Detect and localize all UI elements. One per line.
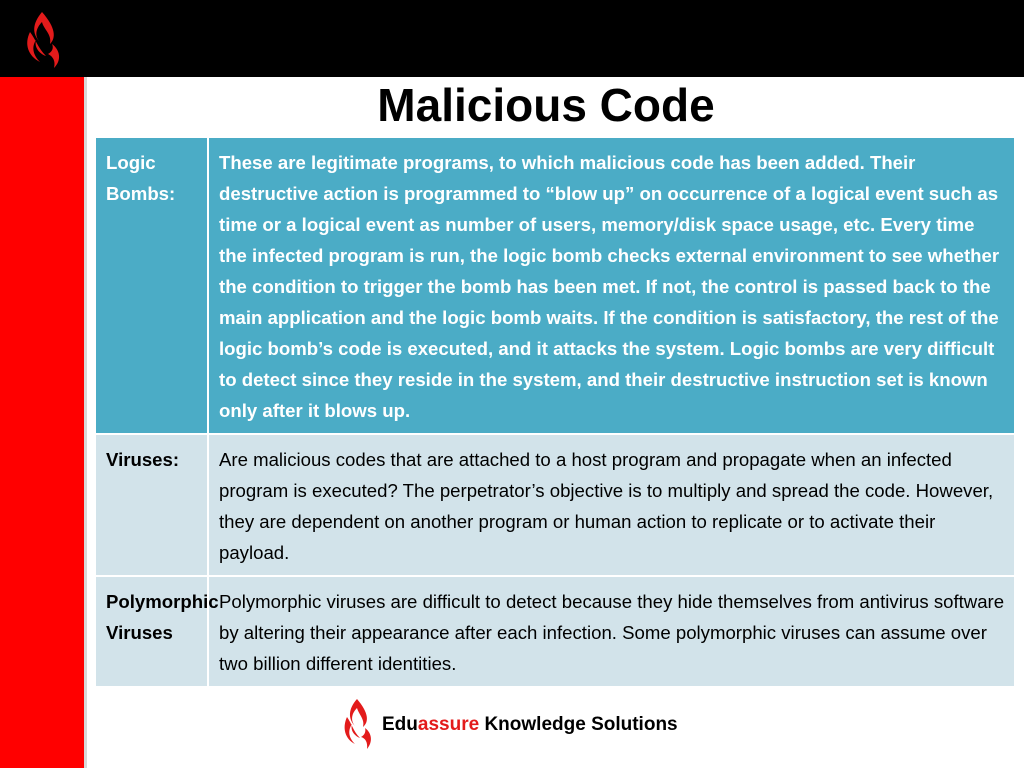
row-description: Polymorphic viruses are difficult to detect because they hide themselves from antivirus software by altering their appearance after each infection. Some polymorphic viruses can assume over two billion different identities. [208, 576, 1015, 687]
header-bar [0, 0, 1024, 77]
side-accent-bar [0, 77, 84, 768]
brand-part-edu: Edu [382, 714, 418, 735]
brand-name [382, 714, 678, 736]
malicious-code-table [94, 136, 1016, 688]
row-description: Are malicious codes that are attached to a host program and propagate when an infected program is executed? The perpetrator’s objective is to multiply and spread the code. However, they are dependent on another program or human action to replicate or to activate their payload. [208, 434, 1015, 576]
flame-logo-icon [340, 697, 376, 753]
row-label: Logic Bombs: [95, 137, 208, 434]
row-label: Viruses: [95, 434, 208, 576]
row-label: Polymorphic Viruses [95, 576, 208, 687]
table-row-logic-bombs [95, 137, 1015, 434]
row-description: These are legitimate programs, to which malicious code has been added. Their destructive action is programmed to “blow up” on occurrence of a logical event such as time or a logical event as number of users, memory/disk space usage, etc. Every time the infected program is run, the logic bomb checks external environment to see whether the condition to trigger the bomb has been met. If not, the control is passed back to the main application and the logic bomb waits. If the condition is satisfactory, the rest of the logic bomb’s code is executed, and it attacks the system. Logic bombs are very difficult to detect since they reside in the system, and their destructive instruction set is known only after it blows up. [208, 137, 1015, 434]
side-divider [84, 77, 87, 768]
slide-title: Malicious Code [377, 79, 715, 131]
brand-part-rest: Knowledge Solutions [479, 714, 678, 735]
table-row-viruses [95, 434, 1015, 576]
table-row-polymorphic-viruses [95, 576, 1015, 687]
brand-part-assure: assure [417, 714, 480, 735]
flame-logo-icon [22, 10, 66, 72]
footer-brand [340, 695, 678, 755]
